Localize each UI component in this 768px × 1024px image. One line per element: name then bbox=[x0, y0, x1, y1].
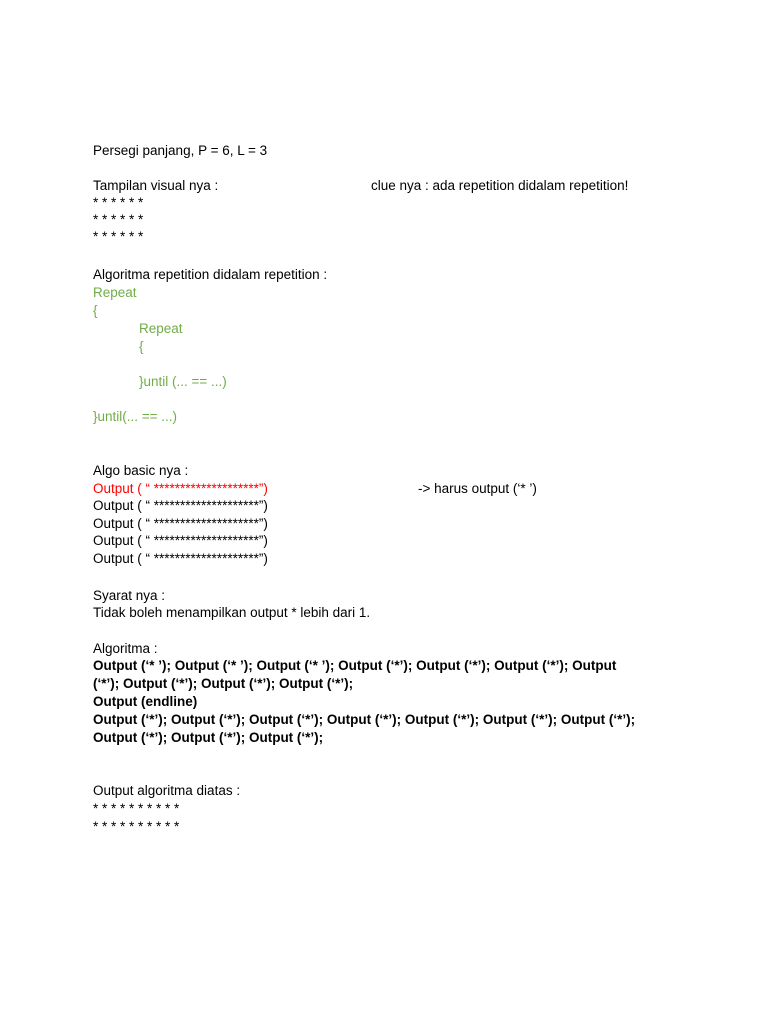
nested-algo-heading: Algoritma repetition didalam repetition : bbox=[93, 267, 328, 282]
algoritma-line: Output (‘*’); Output (‘*’); Output (‘*’); Output (‘*’); Output (‘*’); Output (‘*’); Output (‘*’); bbox=[93, 712, 636, 727]
basic-line: Output ( “ ********************”) bbox=[93, 481, 268, 496]
code-line: }until(... == ...) bbox=[93, 409, 178, 424]
basic-heading: Algo basic nya : bbox=[93, 463, 189, 478]
clue-text: clue nya : ada repetition didalam repetition! bbox=[371, 178, 629, 193]
algoritma-line: (‘*’); Output (‘*’); Output (‘*’); Output (‘*’); bbox=[93, 676, 354, 691]
code-line: Repeat bbox=[139, 321, 183, 336]
algoritma-line: Output (endline) bbox=[93, 694, 198, 709]
visual-row: * * * * * * bbox=[93, 212, 144, 227]
basic-line: Output ( “ ********************”) bbox=[93, 533, 268, 548]
algoritma-heading: Algoritma : bbox=[93, 641, 158, 656]
page-title: Persegi panjang, P = 6, L = 3 bbox=[93, 143, 268, 158]
algoritma-line: Output (‘* ’); Output (‘* ’); Output (‘* ’); Output (‘*’); Output (‘*’); Output (‘*’); Output bbox=[93, 658, 617, 673]
result-row: * * * * * * * * * * bbox=[93, 801, 180, 816]
visual-row: * * * * * * bbox=[93, 229, 144, 244]
basic-line: Output ( “ ********************”) bbox=[93, 498, 268, 513]
basic-line: Output ( “ ********************”) bbox=[93, 516, 268, 531]
syarat-heading: Syarat nya : bbox=[93, 588, 166, 603]
visual-row: * * * * * * bbox=[93, 195, 144, 210]
code-line: Repeat bbox=[93, 285, 137, 300]
code-line: { bbox=[139, 339, 144, 354]
basic-note: -> harus output (‘* ’) bbox=[418, 481, 537, 496]
result-row: * * * * * * * * * * bbox=[93, 819, 180, 834]
code-line: }until (... == ...) bbox=[139, 374, 227, 389]
code-line: { bbox=[93, 303, 98, 318]
basic-line: Output ( “ ********************”) bbox=[93, 551, 268, 566]
syarat-text: Tidak boleh menampilkan output * lebih dari 1. bbox=[93, 605, 371, 620]
result-heading: Output algoritma diatas : bbox=[93, 783, 241, 798]
algoritma-line: Output (‘*’); Output (‘*’); Output (‘*’); bbox=[93, 730, 324, 745]
visual-label: Tampilan visual nya : bbox=[93, 178, 219, 193]
